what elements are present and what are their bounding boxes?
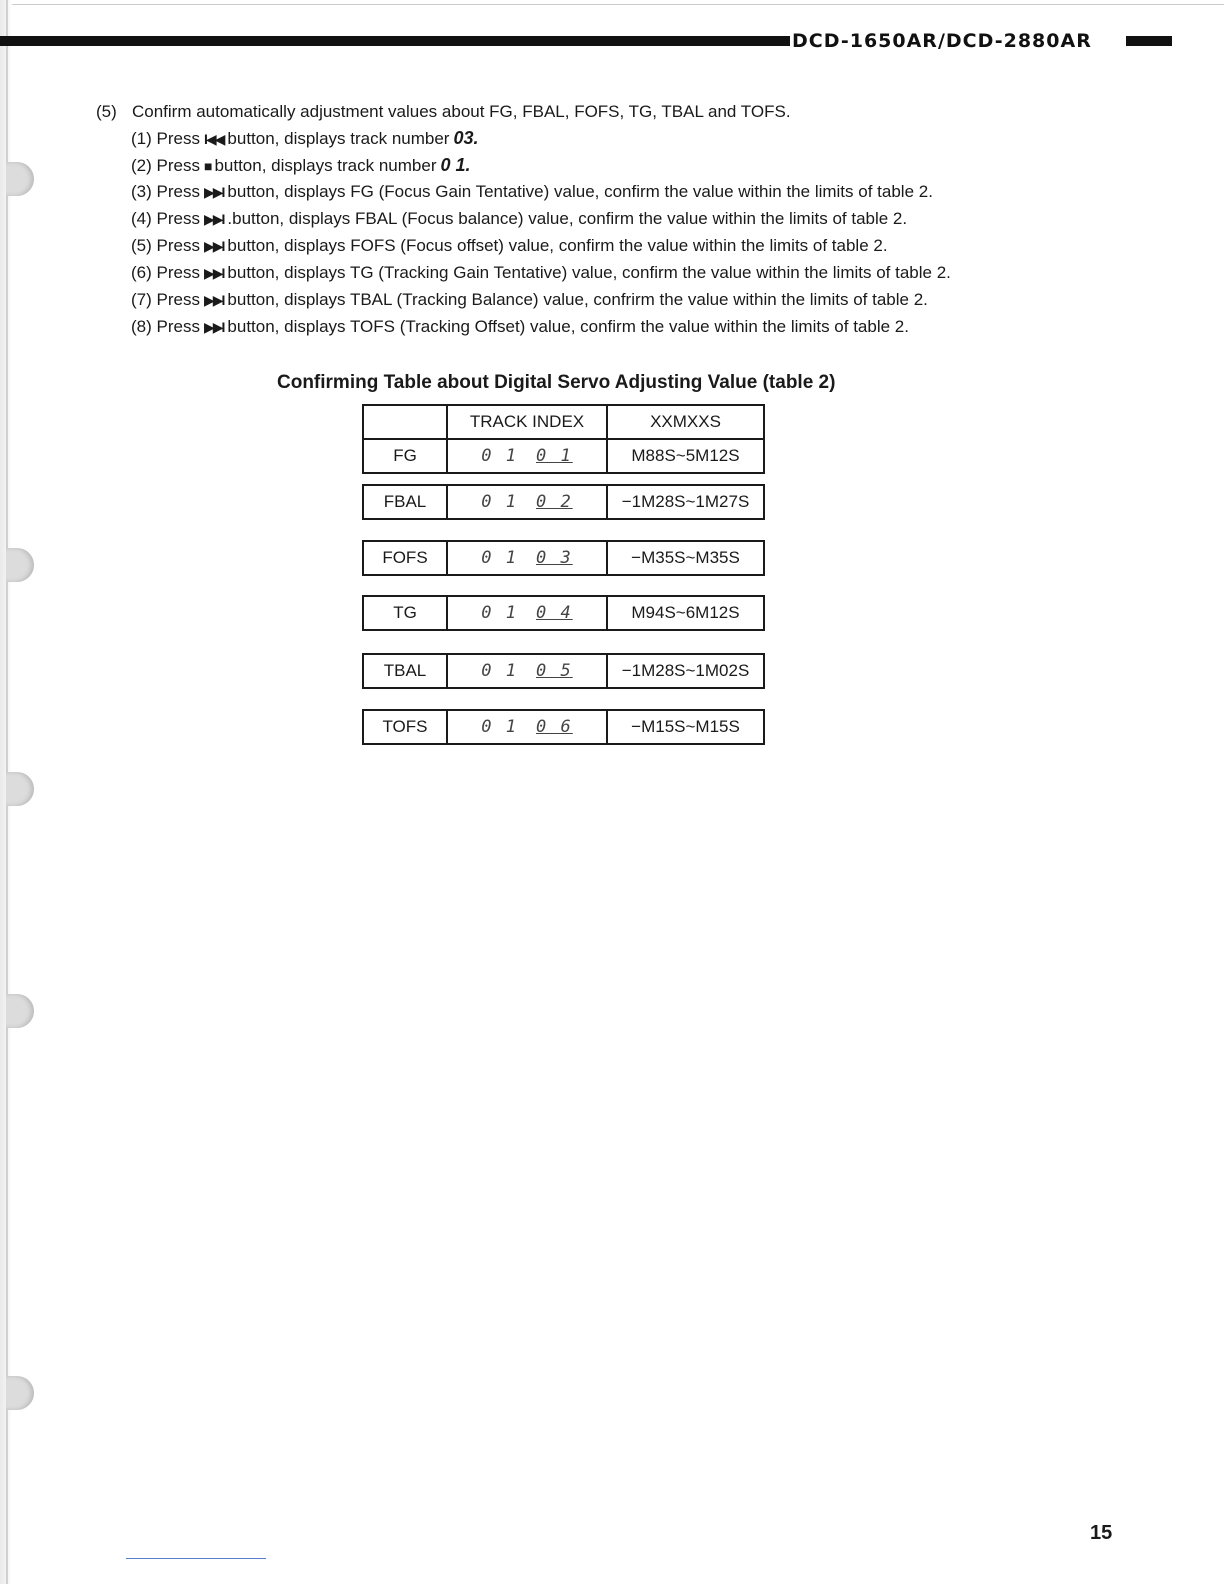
step-item <box>131 234 951 261</box>
punch-hole <box>6 772 34 806</box>
step-text: button, displays track number <box>227 129 450 148</box>
step-text: button, displays FG (Focus Gain Tentative) value, confirm the value within the limits of table 2. <box>227 182 933 201</box>
step-text: button, displays TOFS (Tracking Offset) value, confirm the value within the limits of table 2. <box>227 317 909 336</box>
track-index-display <box>448 711 608 743</box>
servo-table-block <box>362 540 765 576</box>
step-item <box>131 288 951 315</box>
track-index-display <box>448 486 608 518</box>
step-prefix: (1) Press <box>131 129 200 148</box>
footer-rule <box>126 1558 266 1559</box>
step-item <box>131 126 951 153</box>
intro-number: (5) <box>96 102 117 121</box>
track-digits: 0 1 <box>481 446 518 466</box>
step-item <box>131 153 951 180</box>
step-prefix: (7) Press <box>131 290 200 309</box>
index-digits: 0 6 <box>536 717 573 737</box>
segment-display-value: 03. <box>453 128 479 148</box>
index-digits: 0 1 <box>536 446 573 466</box>
parameter-label: FG <box>364 440 448 472</box>
step-text: button, displays track number <box>214 156 437 175</box>
servo-table-block <box>362 484 765 520</box>
parameter-label: TG <box>364 597 448 629</box>
parameter-label: TBAL <box>364 655 448 687</box>
step-text: button, displays TBAL (Tracking Balance) value, confrirm the value within the limits of table 2. <box>227 290 928 309</box>
servo-table-block <box>362 595 765 631</box>
header-cell <box>364 406 448 438</box>
track-index-display <box>448 440 608 472</box>
header-model-title: DCD-1650AR/DCD-2880AR <box>792 30 1092 52</box>
punch-hole <box>6 1376 34 1410</box>
track-digits: 0 1 <box>481 492 518 512</box>
header-cell: XXMXXS <box>650 412 721 431</box>
intro-line <box>96 100 791 124</box>
skip-back-icon: I◀◀ <box>203 131 224 147</box>
skip-forward-icon: ▶▶I <box>203 238 224 254</box>
punch-hole <box>6 162 34 196</box>
header-bar <box>0 36 790 46</box>
table-row <box>364 542 763 574</box>
servo-table-block <box>362 709 765 745</box>
range-value: −M15S~M15S <box>631 717 740 736</box>
stop-icon: ■ <box>203 158 211 174</box>
range-value: −M35S~M35S <box>631 548 740 567</box>
skip-forward-icon: ▶▶I <box>203 292 224 308</box>
step-text: .button, displays FBAL (Focus balance) value, confirm the value within the limits of table 2. <box>227 209 908 228</box>
parameter-label: FOFS <box>364 542 448 574</box>
intro-text: Confirm automatically adjustment values about FG, FBAL, FOFS, TG, TBAL and TOFS. <box>132 102 791 121</box>
table-row <box>364 597 763 629</box>
track-index-display <box>448 597 608 629</box>
track-index-display <box>448 655 608 687</box>
range-value: −1M28S~1M27S <box>621 492 750 511</box>
step-item <box>131 207 951 234</box>
servo-table-block <box>362 653 765 689</box>
table-row <box>364 655 763 687</box>
punch-hole <box>6 548 34 582</box>
table-row <box>364 711 763 743</box>
step-prefix: (2) Press <box>131 156 200 175</box>
step-prefix: (5) Press <box>131 236 200 255</box>
parameter-label: FBAL <box>364 486 448 518</box>
skip-forward-icon: ▶▶I <box>203 319 224 335</box>
track-index-display <box>448 542 608 574</box>
punch-hole <box>6 994 34 1028</box>
index-digits: 0 4 <box>536 603 573 623</box>
range-value: M94S~6M12S <box>631 603 740 622</box>
index-digits: 0 3 <box>536 548 573 568</box>
range-value: M88S~5M12S <box>631 446 740 465</box>
parameter-label: TOFS <box>364 711 448 743</box>
step-prefix: (4) Press <box>131 209 200 228</box>
step-list <box>131 126 951 342</box>
range-value: −1M28S~1M02S <box>621 661 750 680</box>
step-item <box>131 180 951 207</box>
skip-forward-icon: ▶▶I <box>203 265 224 281</box>
step-item <box>131 261 951 288</box>
skip-forward-icon: ▶▶I <box>203 184 224 200</box>
table-row <box>364 486 763 518</box>
index-digits: 0 2 <box>536 492 573 512</box>
table-header-row <box>364 406 763 438</box>
skip-forward-icon: ▶▶I <box>203 211 224 227</box>
step-text: button, displays FOFS (Focus offset) value, confirm the value within the limits of table 2. <box>227 236 888 255</box>
table-row <box>364 438 763 472</box>
track-digits: 0 1 <box>481 717 518 737</box>
step-text: button, displays TG (Tracking Gain Tentative) value, confirm the value within the limits of table 2. <box>227 263 951 282</box>
step-prefix: (6) Press <box>131 263 200 282</box>
segment-display-value: 0 1. <box>440 155 471 175</box>
header-cell: TRACK INDEX <box>448 406 608 438</box>
header-bar-tail <box>1126 36 1172 46</box>
step-item <box>131 315 951 342</box>
track-digits: 0 1 <box>481 603 518 623</box>
page-number: 15 <box>1090 1522 1113 1544</box>
servo-table-block <box>362 404 765 474</box>
step-prefix: (8) Press <box>131 317 200 336</box>
track-digits: 0 1 <box>481 548 518 568</box>
index-digits: 0 5 <box>536 661 573 681</box>
table-title: Confirming Table about Digital Servo Adjusting Value (table 2) <box>277 372 836 393</box>
step-prefix: (3) Press <box>131 182 200 201</box>
track-digits: 0 1 <box>481 661 518 681</box>
top-edge-line <box>0 4 1224 5</box>
